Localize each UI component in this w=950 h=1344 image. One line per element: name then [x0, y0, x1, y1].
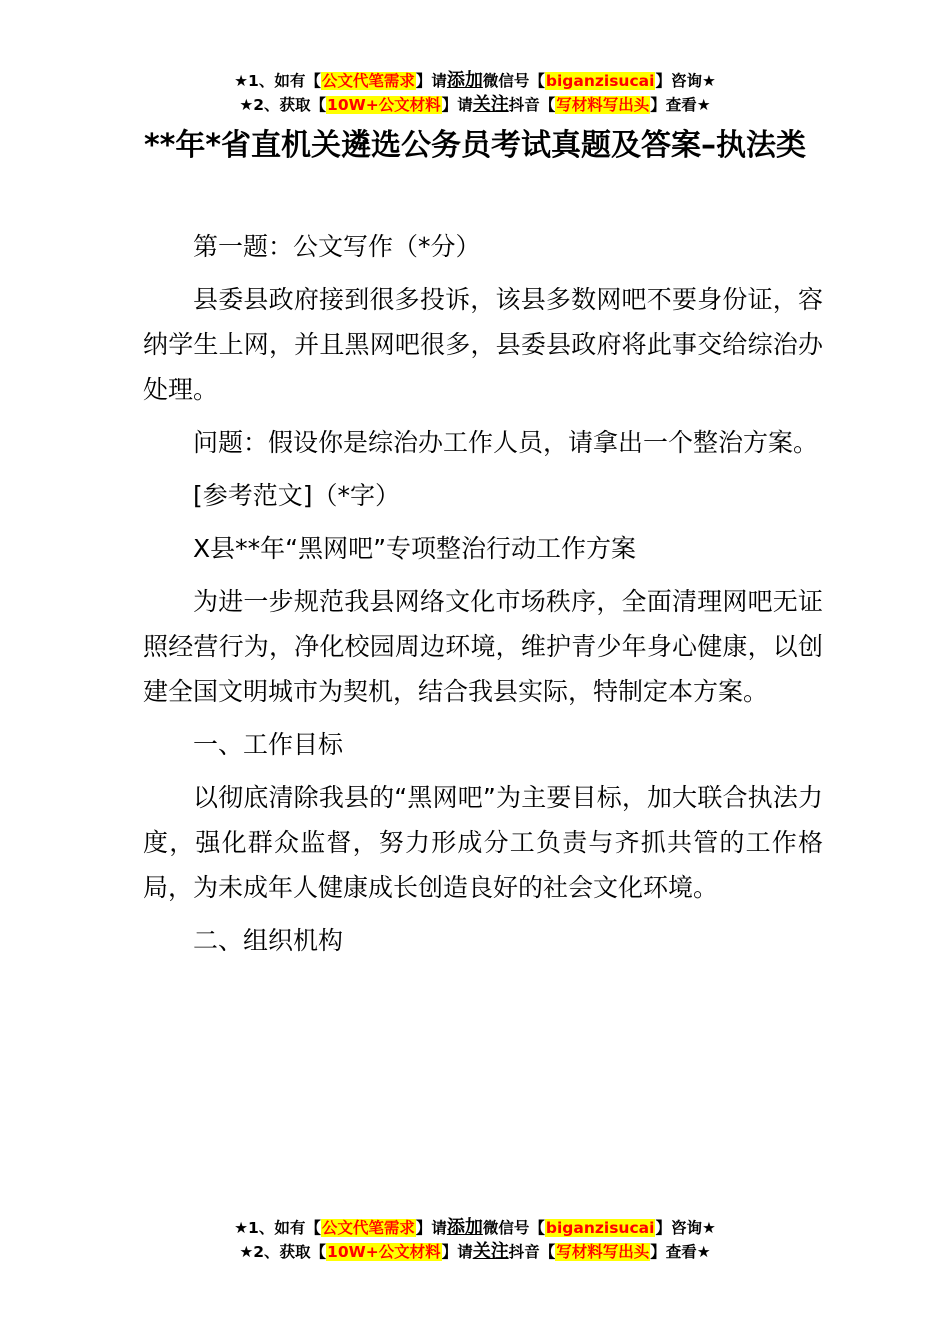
header-banner [0, 69, 950, 117]
banner-emphasis: 添加 [446, 70, 483, 91]
document-body [143, 224, 823, 971]
section-heading: 一、工作目标 [193, 730, 344, 759]
banner-text: 】请 [415, 1219, 447, 1237]
banner-emphasis: 关注 [472, 94, 509, 115]
banner-emphasis: 关注 [472, 1241, 509, 1262]
paragraph: X县**年“黑网吧”专项整治行动工作方案 [193, 534, 637, 563]
banner-text: 微信号【 [482, 72, 545, 90]
banner-highlight: 公文代笔需求 [321, 72, 415, 90]
banner-text: ★2、获取【 [239, 96, 327, 114]
banner-text: 微信号【 [482, 1219, 545, 1237]
banner-text: 】咨询★ [655, 1219, 716, 1237]
banner-highlight: 公文代笔需求 [321, 1219, 415, 1237]
banner-highlight: biganzisucai [545, 72, 655, 90]
banner-line-2 [0, 93, 950, 117]
banner-line-1 [0, 69, 950, 93]
banner-text: ★1、如有【 [234, 72, 321, 90]
banner-highlight: biganzisucai [545, 1219, 655, 1237]
banner-line-1 [0, 1216, 950, 1240]
banner-text: 】查看★ [650, 1243, 711, 1261]
paragraph: 问题：假设你是综治办工作人员，请拿出一个整治方案。 [193, 428, 819, 457]
banner-text: 】查看★ [650, 96, 711, 114]
document-title: **年*省直机关遴选公务员考试真题及答案–执法类 [143, 128, 807, 163]
banner-highlight: 写材料写出头 [556, 96, 650, 114]
paragraph: 为进一步规范我县网络文化市场秩序，全面清理网吧无证照经营行为，净化校园周边环境，维护青少年身心健康，以创建全国文明城市为契机，结合我县实际，特制定本方案。 [143, 587, 823, 706]
banner-text: 抖音【 [508, 1243, 556, 1261]
banner-highlight: 10W+公文材料 [327, 96, 441, 114]
section-heading: 二、组织机构 [193, 926, 344, 955]
banner-highlight: 10W+公文材料 [327, 1243, 441, 1261]
banner-text: ★2、获取【 [239, 1243, 327, 1261]
banner-highlight: 写材料写出头 [556, 1243, 650, 1261]
banner-line-2 [0, 1240, 950, 1264]
banner-emphasis: 添加 [446, 1217, 483, 1238]
paragraph: 第一题：公文写作（*分） [193, 232, 481, 261]
banner-text: 】请 [415, 72, 447, 90]
paragraph: 以彻底清除我县的“黑网吧”为主要目标，加大联合执法力度，强化群众监督，努力形成分工负责与齐抓共管的工作格局，为未成年人健康成长创造良好的社会文化环境。 [143, 783, 823, 902]
banner-text: 】咨询★ [655, 72, 716, 90]
banner-text: 】请 [441, 1243, 473, 1261]
banner-text: ★1、如有【 [234, 1219, 321, 1237]
paragraph: 县委县政府接到很多投诉，该县多数网吧不要身份证，容纳学生上网，并且黑网吧很多，县委县政府将此事交给综治办处理。 [143, 285, 823, 404]
paragraph: [参考范文]（*字） [193, 481, 401, 510]
footer-banner [0, 1216, 950, 1264]
banner-text: 】请 [441, 96, 473, 114]
banner-text: 抖音【 [508, 96, 556, 114]
